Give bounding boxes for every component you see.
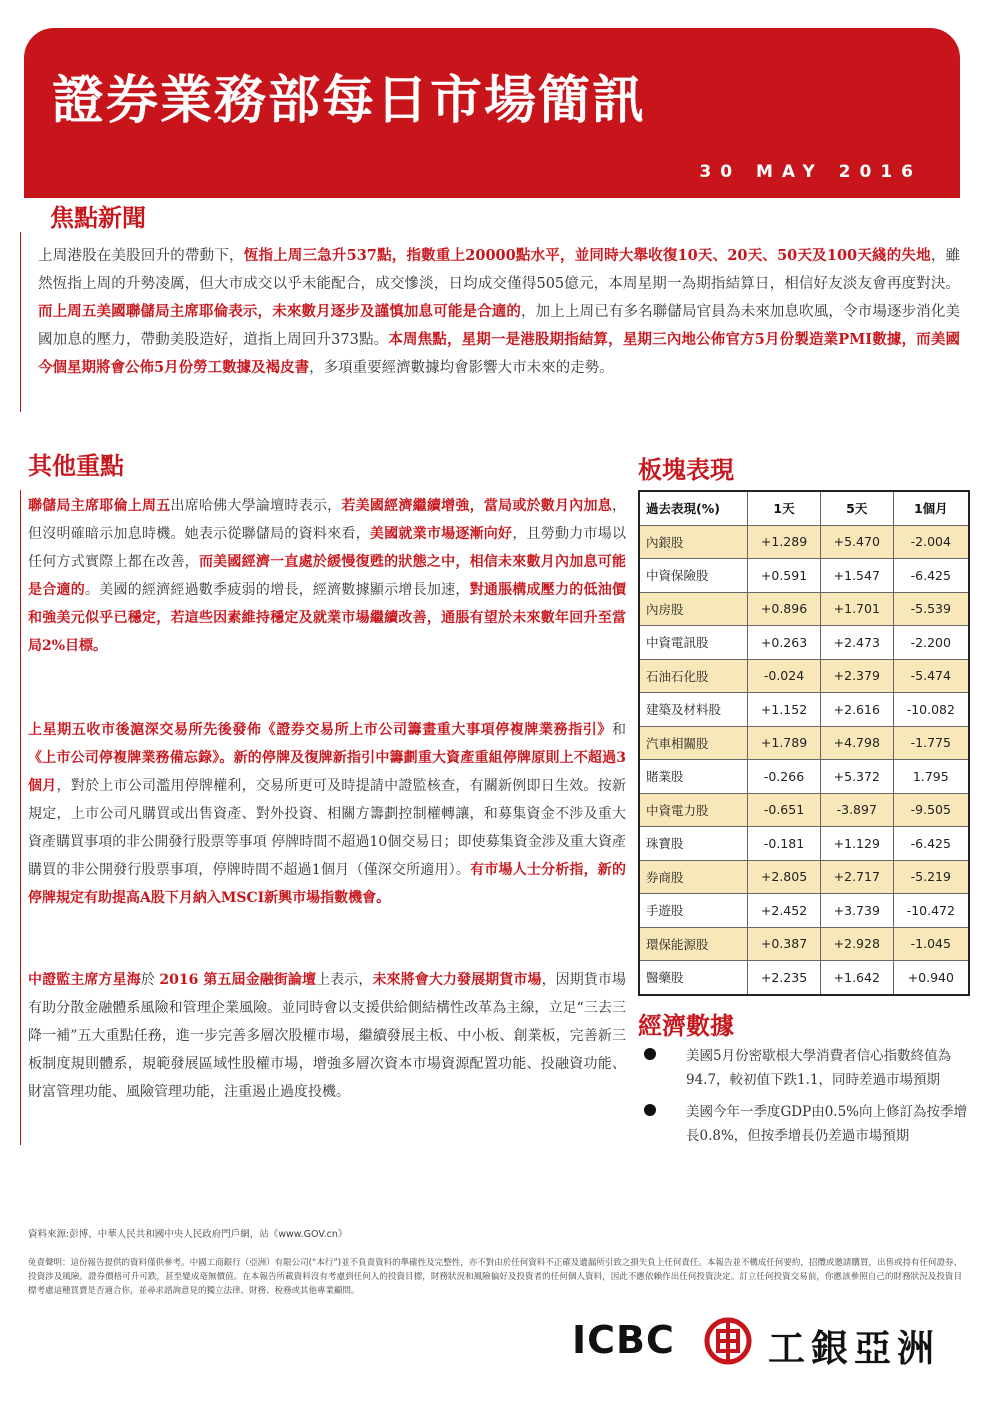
body-text: 上周港股在美股回升的帶動下， (38, 248, 244, 264)
sector-table-body (639, 525, 969, 995)
change-1day: +2.452 (748, 894, 821, 928)
change-5day: +2.717 (820, 860, 893, 894)
change-1day: -0.181 (748, 827, 821, 861)
economic-item-text: 美國5月份密歇根大學消費者信心指數終值為94.7，較初值下跌1.1，同時差過市場預期 (686, 1048, 952, 1088)
change-1day: +2.805 (748, 860, 821, 894)
highlight-text: 聯儲局主席耶倫上周五 (28, 498, 171, 514)
table-row (639, 760, 969, 794)
highlight-text: 中證監主席方星海 (28, 972, 141, 988)
change-1day: +1.789 (748, 726, 821, 760)
highlight-text: 若美國經濟繼續增強，當局或於數月內加息 (341, 498, 613, 514)
highlight-text: 未來將會大力發展期貨市場 (372, 972, 542, 988)
change-1month: +0.940 (893, 961, 969, 995)
change-5day: +2.616 (820, 693, 893, 727)
change-1day: -0.651 (748, 793, 821, 827)
header-banner (24, 28, 960, 198)
highlight-text: 而美國經濟一直處於緩慢復甦的狀態之中，相信未來數月內加息可能是合適的 (28, 554, 627, 598)
other-highlights-heading: 其他重點 (28, 452, 124, 480)
sector-name: 券商股 (639, 860, 748, 894)
sector-name: 中資電訊股 (639, 626, 748, 660)
sector-name: 賭業股 (639, 760, 748, 794)
sector-name: 石油石化股 (639, 659, 748, 693)
sector-name: 中資保險股 (639, 559, 748, 593)
sector-name: 環保能源股 (639, 927, 748, 961)
sector-performance-heading: 板塊表現 (638, 456, 734, 484)
list-item (640, 1100, 970, 1148)
sector-name: 醫藥股 (639, 961, 748, 995)
change-5day: +2.473 (820, 626, 893, 660)
highlight-text: 而上周五美國聯儲局主席耶倫表示，未來數月逐步及謹慎加息可能是合適的 (38, 303, 522, 320)
sector-name: 建築及材料股 (639, 693, 748, 727)
table-row (639, 961, 969, 995)
disclaimer: 免責聲明：這份報告提供的資料僅供參考。中國工商銀行（亞洲）有限公司(“本行”)並不負責資料的準確性及完整性，亦不對由於任何資料不正確及遺漏所引致之損失負上任何責任。本報告並不構成任何要約，招攬或邀請購買，出售或持有任何證券、投資涉及風險。證券價格可升可跌，甚至變成毫無價值。在本報告所載資料沒有考慮到任何人的投資目標，財務狀況和風險偏好及投資者的任何個人資料，因此不應依賴作出任何投資決定。訂立任何投資交易前，你應該參照自己的財務狀況及投資目標考慮這種買賣是否適合你，並尋求諮詢意見的獨立法律、財務、稅務或其他專業顧問。 (28, 1258, 962, 1296)
body-text: 。美國的經濟經過數季疲弱的增長，經濟數據顯示增長加速， (84, 582, 470, 598)
change-1day: +1.289 (748, 525, 821, 559)
economic-data-heading: 經濟數據 (638, 1012, 734, 1040)
change-1month: 1.795 (893, 760, 969, 794)
icbc-emblem-icon (700, 1316, 756, 1366)
sector-name: 內房股 (639, 592, 748, 626)
change-1month: -5.219 (893, 860, 969, 894)
table-row (639, 525, 969, 559)
bullet-icon (644, 1104, 656, 1116)
change-5day: -3.897 (820, 793, 893, 827)
change-1month: -1.775 (893, 726, 969, 760)
change-1day: +1.152 (748, 693, 821, 727)
body-text: ，加上上周已有多名聯儲局官員為未來加息吹風，令市場逐步消化美國加息的壓力，帶動美股造好，道指上周回升373點。 (38, 304, 961, 348)
highlight-text: 《上市公司停複牌業務備忘錄》。新的停牌及復牌新指引中籌劃重大資產重組停牌原則上不超過3個月 (28, 750, 626, 794)
body-text: ，但沒明確暗示加息時機。她表示從聯儲局的資料來看， (28, 498, 627, 542)
body-text: ，雖然恆指上周的升勢凌厲，但大市成交以乎未能配合，成交慘淡，日均成交僅得505億元，本周星期一為期指結算日，相信好友淡友會再度對決。 (38, 248, 961, 292)
focus-news-heading: 焦點新聞 (50, 204, 146, 232)
change-5day: +5.470 (820, 525, 893, 559)
change-1day: +0.591 (748, 559, 821, 593)
change-1month: -6.425 (893, 559, 969, 593)
other-paragraph-1 (28, 492, 626, 660)
table-row (639, 592, 969, 626)
change-1month: -1.045 (893, 927, 969, 961)
focus-news-body (38, 242, 960, 382)
body-text: 和 (612, 722, 626, 738)
sector-name: 內銀股 (639, 525, 748, 559)
table-header-row (639, 491, 969, 525)
table-row (639, 927, 969, 961)
body-text: ，多項重要經濟數據均會影響大市未來的走勢。 (309, 360, 614, 376)
highlight-text: 美國就業市場逐漸向好 (369, 526, 513, 542)
header-1day: 1天 (748, 491, 821, 525)
sector-name: 手遊股 (639, 894, 748, 928)
change-5day: +3.739 (820, 894, 893, 928)
header-period: 過去表現(%) (639, 491, 748, 525)
report-date: 30 MAY 2016 (699, 162, 922, 182)
change-1month: -10.472 (893, 894, 969, 928)
body-text: ，且勞動力市場以任何方式實際上都在改善， (28, 526, 627, 570)
change-1month: -2.200 (893, 626, 969, 660)
change-1month: -9.505 (893, 793, 969, 827)
other-paragraph-3 (28, 966, 626, 1106)
sector-name: 汽車相關股 (639, 726, 748, 760)
highlight-text: 對通脹構成壓力的低油價和強美元似乎已穩定，若這些因素維持穩定及就業市場繼續改善，通脹有望於未來數年回升至當局2%目標。 (28, 582, 627, 654)
highlight-text: 有市場人士分析指，新的停牌規定有助提高A股下月納入MSCI新興市場指數機會。 (28, 862, 627, 906)
header-1month: 1個月 (893, 491, 969, 525)
change-1day: -0.024 (748, 659, 821, 693)
other-paragraph-2 (28, 716, 626, 912)
table-row (639, 793, 969, 827)
change-1day: +2.235 (748, 961, 821, 995)
logo-wordmark: ICBC (572, 1318, 675, 1362)
body-text: 出席哈佛大學論壇時表示， (170, 498, 342, 514)
sector-name: 中資電力股 (639, 793, 748, 827)
change-5day: +5.372 (820, 760, 893, 794)
change-5day: +1.701 (820, 592, 893, 626)
body-text: ，對於上市公司濫用停牌權利，交易所更可及時提請中證監核查，有關新例即日生效。按新規定，上市公司凡購買或出售資產、對外投資、相關方籌劃控制權轉讓，和募集資金不涉及重大資產購買事項的非公開發行股票等事項 停牌時間不超過10個交易日；即使募集資金涉及重大資產購買的非公開發行股票事項，停牌時間不超過1個月（僅深交所適用）。 (28, 778, 627, 878)
change-1month: -5.474 (893, 659, 969, 693)
bullet-icon (644, 1048, 656, 1060)
table-row (639, 559, 969, 593)
economic-item-text: 美國今年一季度GDP由0.5%向上修訂為按季增長0.8%，但按季增長仍差過市場預期 (686, 1104, 967, 1144)
body-text: 於 (140, 972, 160, 988)
table-row (639, 726, 969, 760)
body-text: 上表示， (316, 972, 373, 988)
change-1day: +0.263 (748, 626, 821, 660)
table-row (639, 860, 969, 894)
logo-chinese-name: 工銀亞洲 (768, 1327, 940, 1370)
icbc-logo (572, 1316, 962, 1370)
change-5day: +4.798 (820, 726, 893, 760)
change-1day: -0.266 (748, 760, 821, 794)
change-5day: +2.379 (820, 659, 893, 693)
highlight-text: 上星期五收市後滬深交易所先後發佈《證券交易所上市公司籌畫重大事項停複牌業務指引》 (28, 722, 612, 738)
change-1month: -6.425 (893, 827, 969, 861)
table-row (639, 659, 969, 693)
highlight-text: 恆指上周三急升537點，指數重上20000點水平，並同時大舉收復10天、20天、50天及100天綫的失地 (243, 247, 931, 264)
change-5day: +1.547 (820, 559, 893, 593)
header-5day: 5天 (820, 491, 893, 525)
change-1month: -5.539 (893, 592, 969, 626)
table-row (639, 693, 969, 727)
highlight-text: 本周焦點，星期一是港股期指結算，星期三內地公佈官方5月份製造業PMI數據，而美國今個星期將會公佈5月份勞工數據及褐皮書 (38, 331, 960, 376)
table-row (639, 827, 969, 861)
change-5day: +1.642 (820, 961, 893, 995)
page-title: 證券業務部每日市場簡訊 (52, 71, 647, 131)
change-1day: +0.387 (748, 927, 821, 961)
change-1month: -10.082 (893, 693, 969, 727)
change-1month: -2.004 (893, 525, 969, 559)
sector-performance-table (638, 490, 970, 996)
list-item (640, 1044, 970, 1092)
highlight-text: 2016 第五屆金融街論壇 (159, 972, 317, 988)
table-row (639, 626, 969, 660)
economic-data-list (640, 1044, 970, 1156)
change-5day: +2.928 (820, 927, 893, 961)
body-text: ，因期貨市場有助分散金融體系風險和管理企業風險。並同時會以支援供給側結構性改革為主線，立足“三去三降一補”五大重點任務，進一步完善多層次股權市場，繼續發展主板、中小板、創業板，完善新三板制度規則體系，規範發展區域性股權市場，增強多層次資本市場資源配置功能、投融資功能、財富管理功能、風險管理功能，注重遏止過度投機。 (28, 972, 627, 1100)
change-5day: +1.129 (820, 827, 893, 861)
table-row (639, 894, 969, 928)
sector-name: 珠寶股 (639, 827, 748, 861)
data-source: 資料來源:彭博、中華人民共和國中央人民政府門戶網，站《www.GOV.cn》 (28, 1229, 348, 1240)
change-1day: +0.896 (748, 592, 821, 626)
